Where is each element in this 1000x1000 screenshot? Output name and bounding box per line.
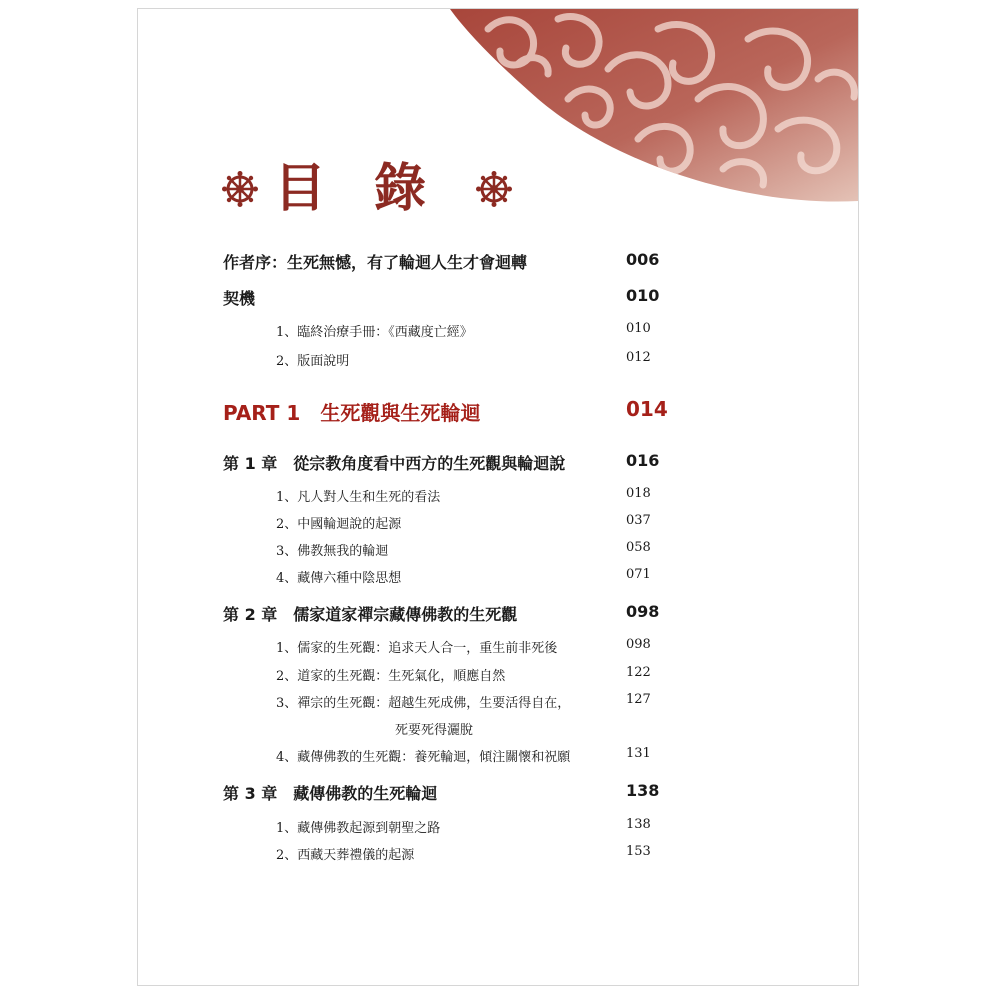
entry-page: 010 [626,321,651,336]
toc-list [138,9,858,985]
entry-label: 第 2 章 儒家道家禪宗藏傳佛教的生死觀 [223,605,518,624]
entry-page: 071 [626,567,651,582]
entry-page: 012 [626,350,651,365]
entry-page: 010 [626,286,660,305]
entry-label: 4、藏傳六種中陰思想 [276,571,402,586]
entry-label: 第 1 章 從宗教角度看中西方的生死觀與輪迴說 [223,454,566,473]
entry-label: 2、道家的生死觀：生死氣化，順應自然 [276,669,506,684]
entry-page: 122 [626,665,651,680]
entry-page: 037 [626,513,651,528]
toc-page [137,8,859,986]
entry-label-continuation: 死要死得灑脫 [395,723,474,738]
entry-page: 016 [626,451,660,470]
entry-label: 1、儒家的生死觀：追求天人合一，重生前非死後 [276,641,558,656]
entry-label: 2、中國輪迴說的起源 [276,517,402,532]
entry-page: 014 [626,397,668,421]
entry-page: 138 [626,781,660,800]
entry-page: 127 [626,692,651,707]
entry-page: 098 [626,602,660,621]
entry-label: 2、西藏天葬禮儀的起源 [276,848,415,863]
entry-page: 131 [626,746,651,761]
entry-page: 018 [626,486,651,501]
entry-page: 098 [626,637,651,652]
entry-page: 058 [626,540,651,555]
entry-label: 1、藏傳佛教起源到朝聖之路 [276,821,441,836]
title-text: 目錄 [274,159,475,219]
entry-label: 4、藏傳佛教的生死觀：養死輪迴，傾注關懷和祝願 [276,750,571,765]
entry-label: 3、禪宗的生死觀：超越生死成佛，生要活得自在， [276,696,571,711]
entry-page: 006 [626,250,660,269]
entry-label: 1、凡人對人生和生死的看法 [276,490,441,505]
entry-label: 1、臨終治療手冊：《西藏度亡經》 [276,325,473,340]
entry-label: 作者序：生死無憾，有了輪迴人生才會迴轉 [223,253,528,272]
entry-label: 3、佛教無我的輪迴 [276,544,389,559]
entry-label: 第 3 章 藏傳佛教的生死輪迴 [223,784,438,803]
entry-label: 契機 [223,289,256,308]
entry-label: PART 1 生死觀與生死輪迴 [223,401,481,425]
entry-page: 138 [626,817,651,832]
entry-page: 153 [626,844,651,859]
entry-label: 2、版面說明 [276,354,350,369]
